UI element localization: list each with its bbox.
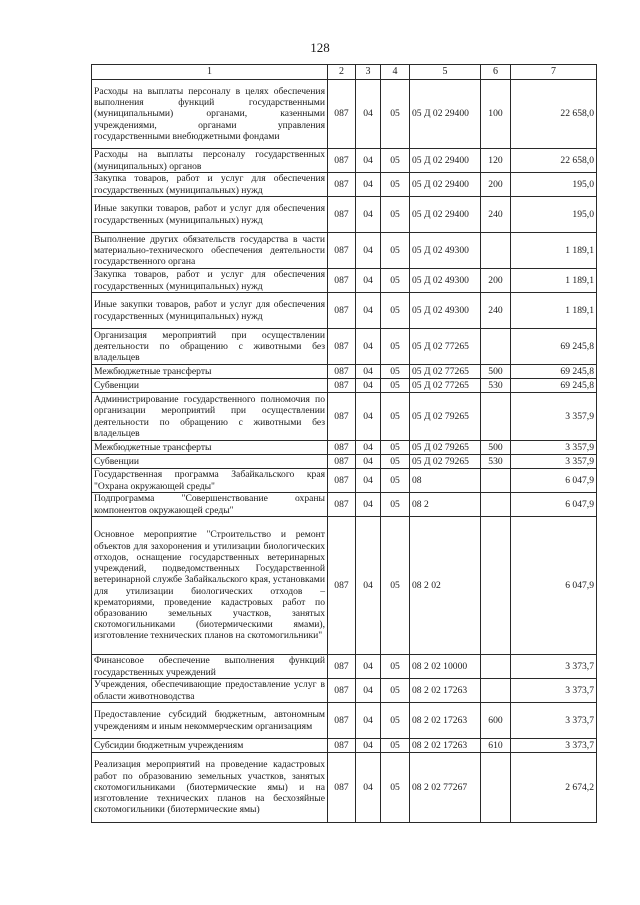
cell-grbs: 087 xyxy=(328,753,356,823)
cell-grbs: 087 xyxy=(328,493,356,517)
cell-target-article: 08 xyxy=(410,469,481,493)
cell-amount: 2 674,2 xyxy=(511,753,597,823)
cell-grbs: 087 xyxy=(328,441,356,455)
cell-grbs: 087 xyxy=(328,80,356,149)
cell-target-article: 08 2 02 17263 xyxy=(410,739,481,753)
cell-expense-type xyxy=(481,493,511,517)
cell-expense-type xyxy=(481,753,511,823)
cell-section: 04 xyxy=(356,393,381,441)
cell-amount: 1 189,1 xyxy=(511,269,597,293)
cell-subsection: 05 xyxy=(381,441,410,455)
cell-expense-type: 120 xyxy=(481,149,511,173)
table-body xyxy=(92,80,597,823)
cell-expense-type xyxy=(481,679,511,703)
cell-grbs: 087 xyxy=(328,739,356,753)
cell-subsection: 05 xyxy=(381,517,410,655)
cell-name: Субвенции xyxy=(92,455,328,469)
cell-amount: 69 245,8 xyxy=(511,329,597,365)
column-header-amount: 7 xyxy=(511,65,597,80)
cell-grbs: 087 xyxy=(328,469,356,493)
cell-target-article: 05 Д 02 49300 xyxy=(410,233,481,269)
cell-section: 04 xyxy=(356,441,381,455)
table-row xyxy=(92,441,597,455)
cell-amount: 22 658,0 xyxy=(511,149,597,173)
cell-grbs: 087 xyxy=(328,679,356,703)
cell-section: 04 xyxy=(356,173,381,197)
cell-subsection: 05 xyxy=(381,469,410,493)
cell-grbs: 087 xyxy=(328,329,356,365)
cell-name: Выполнение других обязательств государства в части материально-технического обеспечения деятельности государственного органа xyxy=(92,233,328,269)
cell-grbs: 087 xyxy=(328,293,356,329)
cell-expense-type xyxy=(481,655,511,679)
cell-amount: 3 357,9 xyxy=(511,455,597,469)
cell-name: Организация мероприятий при осуществлении деятельности по обращению с животными без владельцев xyxy=(92,329,328,365)
cell-subsection: 05 xyxy=(381,379,410,393)
cell-section: 04 xyxy=(356,753,381,823)
cell-target-article: 05 Д 02 29400 xyxy=(410,80,481,149)
cell-section: 04 xyxy=(356,149,381,173)
cell-amount: 1 189,1 xyxy=(511,293,597,329)
page-number: 128 xyxy=(310,40,330,55)
cell-section: 04 xyxy=(356,455,381,469)
cell-expense-type xyxy=(481,469,511,493)
cell-target-article: 08 2 02 17263 xyxy=(410,703,481,739)
column-header-subsection: 4 xyxy=(381,65,410,80)
cell-target-article: 05 Д 02 79265 xyxy=(410,455,481,469)
cell-target-article: 05 Д 02 77265 xyxy=(410,379,481,393)
table-row xyxy=(92,455,597,469)
cell-expense-type: 530 xyxy=(481,455,511,469)
cell-name: Межбюджетные трансферты xyxy=(92,441,328,455)
table-row xyxy=(92,233,597,269)
cell-expense-type: 610 xyxy=(481,739,511,753)
cell-name: Финансовое обеспечение выполнения функций государственных учреждений xyxy=(92,655,328,679)
cell-expense-type: 500 xyxy=(481,365,511,379)
cell-name: Расходы на выплаты персоналу в целях обеспечения выполнения функций государственными (муниципальными) органами, казенными учреждениями, органами управления государственными внебюджетными фондами xyxy=(92,80,328,149)
cell-grbs: 087 xyxy=(328,703,356,739)
cell-name: Предоставление субсидий бюджетным, автономным учреждениям и иным некоммерческим организациям xyxy=(92,703,328,739)
cell-name: Основное мероприятие "Строительство и ремонт объектов для захоронения и утилизации биологических отходов, оснащение государственных ветеринарных учреждений, подведомственных Государственной ветеринарной службе Забайкальского края, установками для утилизации биологических отходов – крематориями, проведение кадастровых работ по образованию земельных участков, занятых скотомогильниками (биотермическими ямами), изготовление технических планов на скотомогильники" xyxy=(92,517,328,655)
cell-subsection: 05 xyxy=(381,197,410,233)
cell-grbs: 087 xyxy=(328,379,356,393)
cell-subsection: 05 xyxy=(381,655,410,679)
cell-target-article: 08 2 02 77267 xyxy=(410,753,481,823)
cell-name: Расходы на выплаты персоналу государственных (муниципальных) органов xyxy=(92,149,328,173)
cell-section: 04 xyxy=(356,655,381,679)
cell-target-article: 05 Д 02 29400 xyxy=(410,197,481,233)
cell-expense-type: 500 xyxy=(481,441,511,455)
cell-subsection: 05 xyxy=(381,149,410,173)
cell-amount: 69 245,8 xyxy=(511,365,597,379)
cell-name: Субсидии бюджетным учреждениям xyxy=(92,739,328,753)
table-row xyxy=(92,80,597,149)
table-row xyxy=(92,365,597,379)
cell-amount: 3 373,7 xyxy=(511,703,597,739)
column-header-grbs: 2 xyxy=(328,65,356,80)
cell-amount: 3 357,9 xyxy=(511,441,597,455)
table-row xyxy=(92,753,597,823)
cell-grbs: 087 xyxy=(328,455,356,469)
cell-target-article: 05 Д 02 77265 xyxy=(410,329,481,365)
table-row xyxy=(92,739,597,753)
cell-target-article: 05 Д 02 29400 xyxy=(410,149,481,173)
cell-name: Субвенции xyxy=(92,379,328,393)
cell-section: 04 xyxy=(356,703,381,739)
cell-amount: 69 245,8 xyxy=(511,379,597,393)
cell-section: 04 xyxy=(356,365,381,379)
cell-name: Подпрограмма "Совершенствование охраны компонентов окружающей среды" xyxy=(92,493,328,517)
cell-name: Закупка товаров, работ и услуг для обеспечения государственных (муниципальных) нужд xyxy=(92,173,328,197)
table-row xyxy=(92,149,597,173)
cell-amount: 1 189,1 xyxy=(511,233,597,269)
cell-name: Государственная программа Забайкальского края "Охрана окружающей среды" xyxy=(92,469,328,493)
cell-subsection: 05 xyxy=(381,233,410,269)
cell-subsection: 05 xyxy=(381,80,410,149)
cell-subsection: 05 xyxy=(381,393,410,441)
cell-section: 04 xyxy=(356,517,381,655)
cell-section: 04 xyxy=(356,739,381,753)
cell-expense-type xyxy=(481,517,511,655)
table-row xyxy=(92,493,597,517)
cell-target-article: 05 Д 02 77265 xyxy=(410,365,481,379)
cell-section: 04 xyxy=(356,197,381,233)
cell-section: 04 xyxy=(356,469,381,493)
cell-section: 04 xyxy=(356,679,381,703)
cell-section: 04 xyxy=(356,233,381,269)
cell-amount: 22 658,0 xyxy=(511,80,597,149)
table-row xyxy=(92,393,597,441)
column-header-section: 3 xyxy=(356,65,381,80)
table-row xyxy=(92,703,597,739)
cell-expense-type xyxy=(481,233,511,269)
cell-target-article: 08 2 xyxy=(410,493,481,517)
cell-amount: 6 047,9 xyxy=(511,493,597,517)
cell-expense-type: 240 xyxy=(481,293,511,329)
cell-target-article: 05 Д 02 79265 xyxy=(410,393,481,441)
table-row xyxy=(92,173,597,197)
cell-subsection: 05 xyxy=(381,293,410,329)
cell-subsection: 05 xyxy=(381,173,410,197)
cell-expense-type: 600 xyxy=(481,703,511,739)
cell-section: 04 xyxy=(356,269,381,293)
table-row xyxy=(92,293,597,329)
table-header-row xyxy=(92,65,597,80)
cell-subsection: 05 xyxy=(381,329,410,365)
cell-subsection: 05 xyxy=(381,493,410,517)
cell-section: 04 xyxy=(356,379,381,393)
cell-amount: 6 047,9 xyxy=(511,517,597,655)
cell-subsection: 05 xyxy=(381,739,410,753)
cell-section: 04 xyxy=(356,80,381,149)
cell-grbs: 087 xyxy=(328,233,356,269)
cell-subsection: 05 xyxy=(381,679,410,703)
cell-name: Иные закупки товаров, работ и услуг для обеспечения государственных (муниципальных) нужд xyxy=(92,293,328,329)
table-row xyxy=(92,679,597,703)
cell-expense-type: 240 xyxy=(481,197,511,233)
cell-amount: 3 357,9 xyxy=(511,393,597,441)
cell-expense-type xyxy=(481,393,511,441)
cell-expense-type: 530 xyxy=(481,379,511,393)
cell-expense-type: 100 xyxy=(481,80,511,149)
cell-amount: 195,0 xyxy=(511,173,597,197)
cell-subsection: 05 xyxy=(381,753,410,823)
cell-target-article: 05 Д 02 29400 xyxy=(410,173,481,197)
cell-amount: 195,0 xyxy=(511,197,597,233)
cell-section: 04 xyxy=(356,493,381,517)
cell-name: Межбюджетные трансферты xyxy=(92,365,328,379)
table-row xyxy=(92,655,597,679)
cell-target-article: 05 Д 02 49300 xyxy=(410,293,481,329)
cell-target-article: 08 2 02 17263 xyxy=(410,679,481,703)
table-row xyxy=(92,469,597,493)
cell-subsection: 05 xyxy=(381,269,410,293)
cell-grbs: 087 xyxy=(328,269,356,293)
cell-name: Иные закупки товаров, работ и услуг для обеспечения государственных (муниципальных) нужд xyxy=(92,197,328,233)
cell-grbs: 087 xyxy=(328,149,356,173)
table-row xyxy=(92,329,597,365)
table-row xyxy=(92,197,597,233)
table-row xyxy=(92,269,597,293)
cell-expense-type xyxy=(481,329,511,365)
table-row xyxy=(92,379,597,393)
table-row xyxy=(92,517,597,655)
cell-section: 04 xyxy=(356,293,381,329)
cell-expense-type: 200 xyxy=(481,269,511,293)
cell-grbs: 087 xyxy=(328,517,356,655)
cell-grbs: 087 xyxy=(328,173,356,197)
column-header-name: 1 xyxy=(92,65,328,80)
cell-name: Закупка товаров, работ и услуг для обеспечения государственных (муниципальных) нужд xyxy=(92,269,328,293)
cell-amount: 3 373,7 xyxy=(511,739,597,753)
column-header-expense-type: 6 xyxy=(481,65,511,80)
cell-amount: 6 047,9 xyxy=(511,469,597,493)
cell-target-article: 05 Д 02 49300 xyxy=(410,269,481,293)
cell-target-article: 08 2 02 xyxy=(410,517,481,655)
cell-subsection: 05 xyxy=(381,365,410,379)
cell-target-article: 08 2 02 10000 xyxy=(410,655,481,679)
cell-grbs: 087 xyxy=(328,365,356,379)
cell-name: Учреждения, обеспечивающие предоставление услуг в области животноводства xyxy=(92,679,328,703)
cell-amount: 3 373,7 xyxy=(511,655,597,679)
cell-amount: 3 373,7 xyxy=(511,679,597,703)
cell-expense-type: 200 xyxy=(481,173,511,197)
cell-name: Администрирование государственного полномочия по организации мероприятий при осуществлении деятельности по обращению с животными без владельцев xyxy=(92,393,328,441)
cell-grbs: 087 xyxy=(328,197,356,233)
cell-target-article: 05 Д 02 79265 xyxy=(410,441,481,455)
cell-subsection: 05 xyxy=(381,455,410,469)
cell-subsection: 05 xyxy=(381,703,410,739)
column-header-target-article: 5 xyxy=(410,65,481,80)
cell-section: 04 xyxy=(356,329,381,365)
cell-grbs: 087 xyxy=(328,393,356,441)
cell-name: Реализация мероприятий на проведение кадастровых работ по образованию земельных участков, занятых скотомогильниками (биотермические ямы) и на изготовление технических планов на бесхозяйные скотомогильники (биотермические ямы) xyxy=(92,753,328,823)
budget-table xyxy=(91,64,597,823)
cell-grbs: 087 xyxy=(328,655,356,679)
